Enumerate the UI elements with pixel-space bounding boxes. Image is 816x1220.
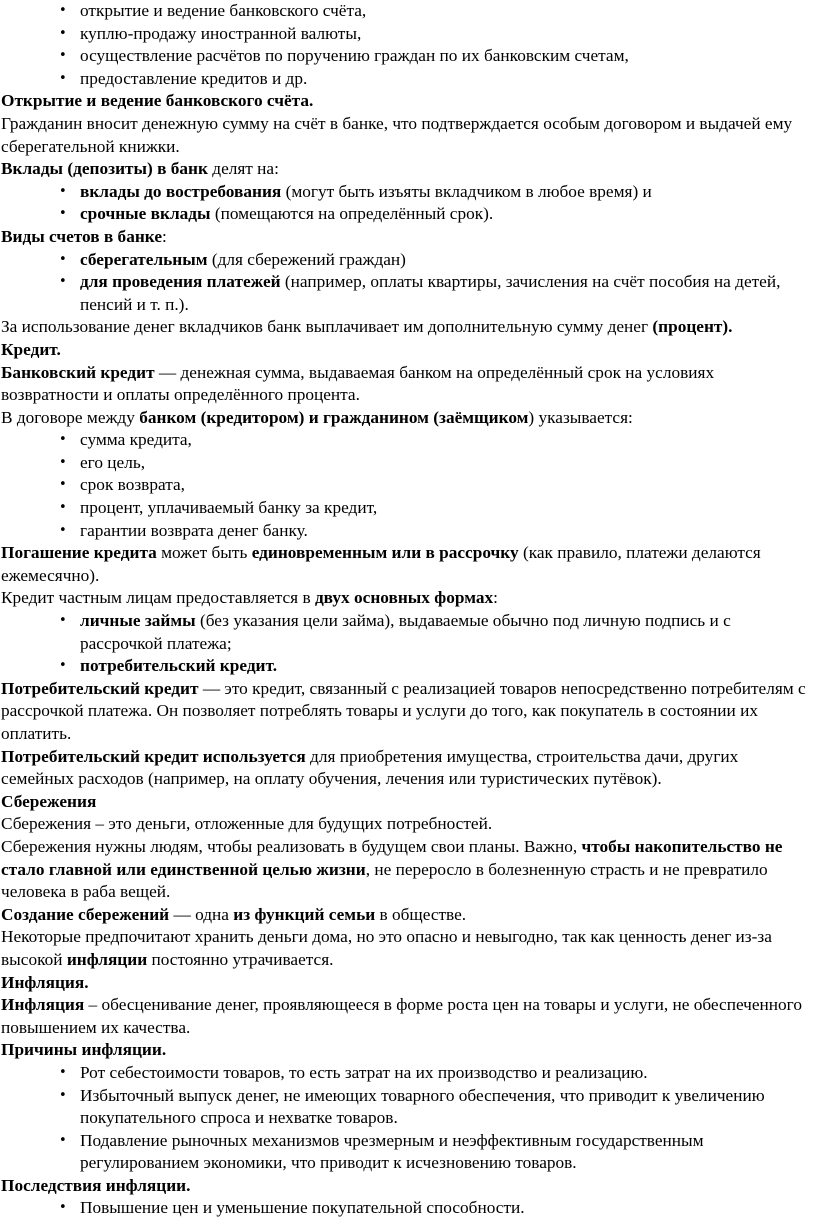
list-item: • куплю-продажу иностранной валюты, — [1, 23, 813, 46]
section-heading-causes: Причины инфляции. — [1, 1040, 167, 1060]
paragraph-home-money: Некоторые предпочитают хранить деньги дома, но это опасно и невыгодно, так как ценность денег из-за высокой инфляции постоянно утрачивается. — [1, 927, 772, 969]
list-item: • Подавление рыночных механизмов чрезмерным и неэффективным государственным регулированием экономики, что приводит к исчезновению товаров. — [1, 1130, 813, 1175]
paragraph-deposits: Вклады (депозиты) в банк делят на: — [1, 159, 279, 179]
paragraph-consumer-def: Потребительский кредит — это кредит, связанный с реализацией товаров непосредственно потребителям с рассрочкой платежа. Он позволяет потреблять товары и услуги до того, как покупатель в состоянии их оплатить. — [1, 678, 806, 743]
list-item: • осуществление расчётов по поручению граждан по их банковским счетам, — [1, 45, 813, 68]
list-item: • срок возврата, — [1, 474, 813, 497]
list-item: • Избыточный выпуск денег, не имеющих товарного обеспечения, что приводит к увеличению покупательного спроса и нехватке товаров. — [1, 1085, 813, 1130]
deposits-list — [1, 181, 813, 226]
list-item: • предоставление кредитов и др. — [1, 68, 813, 91]
paragraph-account: Гражданин вносит денежную сумму на счёт в банке, что подтверждается особым договором и выдачей ему сберегательной книжки. — [1, 113, 793, 156]
services-list — [1, 0, 813, 90]
paragraph-inflation-def: Инфляция – обесценивание денег, проявляющееся в форме роста цен на товары и услуги, не обеспеченного повышением их качества. — [1, 995, 802, 1037]
list-item: • Рот себестоимости товаров, то есть затрат на их производство и реализацию. — [1, 1062, 813, 1085]
section-heading-credit: Кредит. — [1, 339, 61, 359]
paragraph-accounts: Виды счетов в банке: — [1, 226, 167, 246]
causes-list — [1, 1062, 813, 1175]
section-heading-account: Открытие и ведение банковского счёта. — [1, 91, 314, 111]
list-item: • его цель, — [1, 452, 813, 475]
paragraph-savings-def: Сбережения – это деньги, отложенные для будущих потребностей. — [1, 814, 493, 834]
forms-list — [1, 610, 813, 678]
list-item: • личные займы (без указания цели займа), выдаваемые обычно под личную подпись и с рассрочкой платежа; — [1, 610, 813, 655]
paragraph-forms: Кредит частным лицам предоставляется в двух основных формах: — [1, 588, 498, 608]
list-item: • для проведения платежей (например, оплаты квартиры, зачисления на счёт пособия на детей, пенсий и т. п.). — [1, 271, 813, 316]
list-item: • потребительский кредит. — [1, 655, 813, 678]
list-item: • открытие и ведение банковского счёта, — [1, 0, 813, 23]
paragraph-repayment: Погашение кредита может быть единовременным или в рассрочку (как правило, платежи делаются ежемесячно). — [1, 543, 761, 585]
list-item: • процент, уплачиваемый банку за кредит, — [1, 497, 813, 520]
list-item: • сберегательным (для сбережений граждан) — [1, 249, 813, 272]
paragraph-interest: За использование денег вкладчиков банк выплачивает им дополнительную сумму денег (процент). — [1, 317, 733, 337]
section-heading-consequences: Последствия инфляции. — [1, 1175, 191, 1195]
contract-list — [1, 429, 813, 542]
accounts-list — [1, 249, 813, 317]
paragraph-consumer-use: Потребительский кредит используется для приобретения имущества, строительства дачи, других семейных расходов (например, на оплату обучения, лечения или туристических путёвок). — [1, 746, 739, 789]
list-item: • гарантии возврата денег банку. — [1, 520, 813, 543]
paragraph-contract: В договоре между банком (кредитором) и гражданином (заёмщиком) указывается: — [1, 407, 633, 427]
list-item: • сумма кредита, — [1, 429, 813, 452]
paragraph-savings-family: Создание сбережений — одна из функций семьи в обществе. — [1, 904, 467, 924]
paragraph-credit-def: Банковский кредит — денежная сумма, выдаваемая банком на определённый срок на условиях возвратности и оплаты определённого процента. — [1, 362, 715, 405]
section-heading-inflation: Инфляция. — [1, 972, 89, 992]
section-heading-savings: Сбережения — [1, 791, 97, 811]
list-item: • срочные вклады (помещаются на определённый срок). — [1, 203, 813, 226]
list-item: • вклады до востребования (могут быть изъяты вкладчиком в любое время) и — [1, 181, 813, 204]
list-item: • Повышение цен и уменьшение покупательной способности. — [1, 1197, 813, 1220]
consequences-list — [1, 1197, 813, 1220]
paragraph-savings-need: Сбережения нужны людям, чтобы реализовать в будущем свои планы. Важно, чтобы накопительство не стало главной или единственной целью жизни, не переросло в болезненную страсть и не превратило человека в раба вещей. — [1, 836, 783, 902]
